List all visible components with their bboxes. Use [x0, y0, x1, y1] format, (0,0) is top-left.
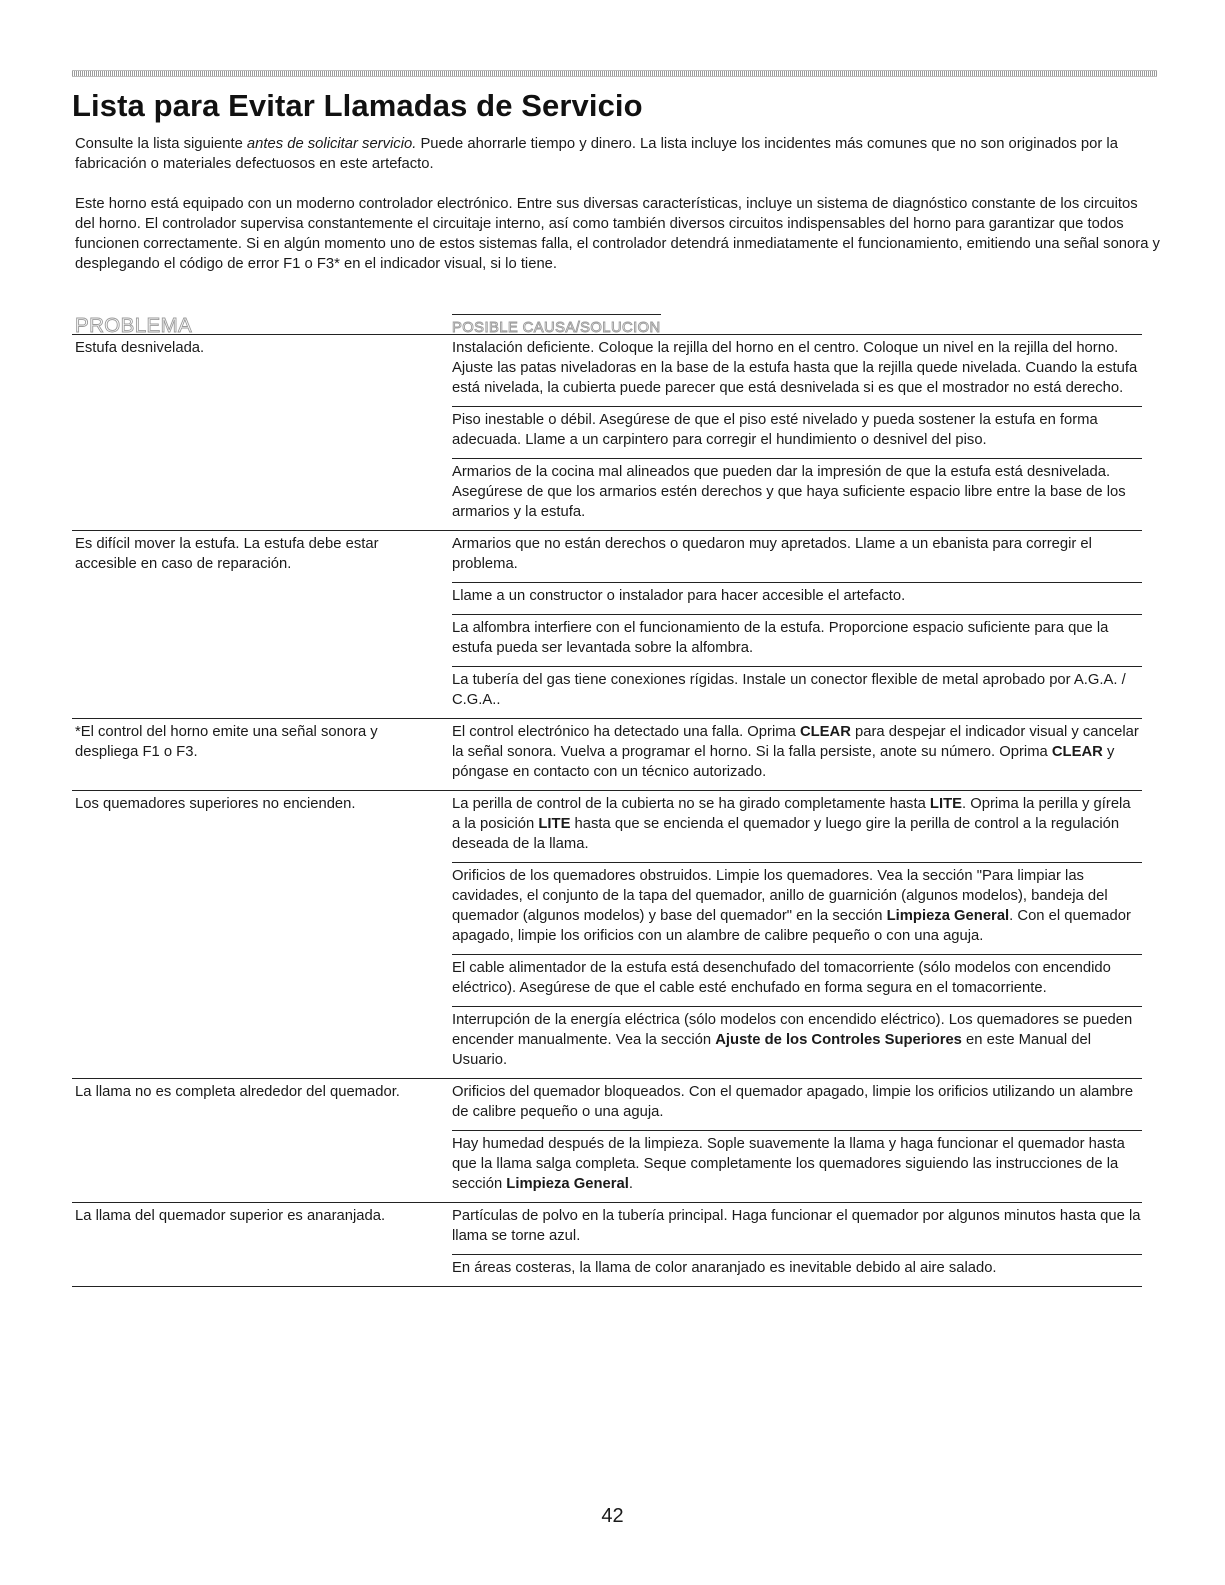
cause-text: y póngase en contacto con un técnico autorizado.	[452, 744, 1115, 780]
table-row	[72, 718, 1142, 790]
bold-reference: CLEAR	[1051, 744, 1103, 760]
cause-text: Orificios de los quemadores obstruidos. Limpie los quemadores. Vea la sección "Para limpiar las cavidades, el conjunto de la tapa del quemador, anillo de guarnición (algunos modelos), bandeja del quemador (algunos modelos) y base del quemador" en la sección	[452, 868, 1108, 924]
cause-text: Armarios que no están derechos o quedaron muy apretados. Llame a un ebanista para corregir el problema.	[452, 536, 1092, 572]
problem-cell: La llama no es completa alrededor del quemador.	[75, 1084, 400, 1100]
cause-text: para despejar el indicador visual y cancelar la señal sonora. Vuelva a programar el horno. Si la falla persiste, anote su número. Oprima	[452, 724, 1139, 760]
problem-cell: *El control del horno emite una señal sonora y despliega F1 o F3.	[75, 724, 378, 760]
cause-text: Interrupción de la energía eléctrica (sólo modelos con encendido eléctrico). Los quemadores se pueden encender manualmente. Vea la sección	[452, 1012, 1133, 1048]
bold-reference: LITE	[929, 796, 962, 812]
cause-item	[452, 1006, 1142, 1078]
cause-text: en este Manual del Usuario.	[452, 1032, 1092, 1068]
cause-text: .	[628, 1176, 633, 1192]
cause-item	[452, 1130, 1142, 1202]
cause-item	[452, 1079, 1142, 1130]
cause-item	[452, 406, 1142, 458]
page-number: 42	[601, 1505, 624, 1527]
cause-text: . Con el quemador apagado, limpie los orificios con un alambre de calibre pequeño o con una aguja.	[452, 908, 1131, 944]
problem-cell: La llama del quemador superior es anaranjada.	[75, 1208, 386, 1224]
cause-item	[452, 531, 1142, 582]
cause-text: En áreas costeras, la llama de color anaranjado es inevitable debido al aire salado.	[452, 1260, 997, 1276]
cause-list	[452, 1203, 1142, 1286]
table-row	[72, 1078, 1142, 1202]
cause-text: Partículas de polvo en la tubería principal. Haga funcionar el quemador por algunos minutos hasta que la llama se torne azul.	[452, 1208, 1141, 1244]
intro-paragraph-2: Este horno está equipado con un moderno controlador electrónico. Entre sus diversas características, incluye un sistema de diagnóstico constante de los circuitos del horno. El controlador supervisa constantemente el circuitaje interno, así como también diversos circuitos indispensables del horno para garantizar que todos funcionen correctamente. Si en algún momento uno de estos sistemas falla, el controlador detendrá inmediatamente el funcionamiento, emitiendo una señal sonora y desplegando el código de error F1 o F3* en el indicador visual, si lo tiene.	[75, 196, 1160, 272]
table-row	[72, 1202, 1142, 1286]
cause-text: La perilla de control de la cubierta no se ha girado completamente hasta	[452, 796, 930, 812]
bold-reference: LITE	[538, 816, 571, 832]
cause-list	[452, 335, 1142, 530]
cause-list	[452, 719, 1142, 790]
problem-cell: Los quemadores superiores no encienden.	[75, 796, 356, 812]
cause-item	[452, 1254, 1142, 1286]
bold-reference: Limpieza General	[886, 908, 1010, 924]
cause-text: Hay humedad después de la limpieza. Sople suavemente la llama y haga funcionar el quemador hasta que la llama salga completa. Seque completamente los quemadores siguiendo las instrucciones de la sección	[452, 1136, 1125, 1192]
cause-item	[452, 458, 1142, 530]
cause-text: La tubería del gas tiene conexiones rígidas. Instale un conector flexible de metal aprobado por A.G.A. / C.G.A..	[452, 672, 1126, 708]
cause-list	[452, 791, 1142, 1078]
top-decorative-rule	[72, 70, 1157, 77]
cause-list	[452, 531, 1142, 718]
problem-column-header: PROBLEMA	[75, 314, 193, 337]
bold-reference: Limpieza General	[506, 1176, 629, 1192]
cause-text: Instalación deficiente. Coloque la rejilla del horno en el centro. Coloque un nivel en la rejilla del horno. Ajuste las patas niveladoras en la base de la estufa hasta que la rejilla quede nivelada. Cuando la estufa está nivelada, la cubierta puede parecer que está desnivelada si es que el mostrador no está derecho.	[452, 340, 1138, 396]
cause-text: La alfombra interfiere con el funcionamiento de la estufa. Proporcione espacio suficiente para que la estufa pueda ser levantada sobre la alfombra.	[452, 620, 1109, 656]
cause-text: El cable alimentador de la estufa está desenchufado del tomacorriente (sólo modelos con encendido eléctrico). Asegúrese de que el cable esté enchufado en forma segura en el tomacorriente.	[452, 960, 1111, 996]
bold-reference: Ajuste de los Controles Superiores	[715, 1032, 962, 1048]
cause-text: Orificios del quemador bloqueados. Con el quemador apagado, limpie los orificios utilizando un alambre de calibre pequeño o una aguja.	[452, 1084, 1134, 1120]
cause-item	[452, 954, 1142, 1006]
table-row	[72, 530, 1142, 718]
cause-item	[452, 1203, 1142, 1254]
troubleshooting-table	[72, 334, 1142, 1287]
cause-text: Armarios de la cocina mal alineados que pueden dar la impresión de que la estufa está desnivelada. Asegúrese de que los armarios estén derechos y que haya suficiente espacio libre entre la base de los armarios y la estufa.	[452, 464, 1126, 520]
cause-item	[452, 614, 1142, 666]
intro-paragraph-1: Consulte la lista siguiente antes de solicitar servicio. Puede ahorrarle tiempo y dinero. La lista incluye los incidentes más comunes que no son originados por la fabricación o materiales defectuosos en este artefacto.	[75, 136, 1118, 172]
cause-item	[452, 666, 1142, 718]
cause-text: hasta que se encienda el quemador y luego gire la perilla de control a la regulación deseada de la llama.	[452, 816, 1120, 852]
intro-section	[75, 134, 1160, 294]
cause-text: Llame a un constructor o instalador para hacer accesible el artefacto.	[452, 588, 906, 604]
cause-column-header: POSIBLE CAUSA/SOLUCION	[452, 314, 661, 346]
cause-item	[452, 719, 1142, 790]
table-bottom-rule	[72, 1286, 1142, 1287]
cause-item	[452, 582, 1142, 614]
bold-reference: CLEAR	[799, 724, 851, 740]
cause-text: El control electrónico ha detectado una falla. Oprima	[452, 724, 800, 740]
table-row	[72, 790, 1142, 1078]
cause-item	[452, 862, 1142, 954]
cause-item	[452, 335, 1142, 406]
cause-text: Piso inestable o débil. Asegúrese de que el piso esté nivelado y pueda sostener la estufa en forma adecuada. Llame a un carpintero para corregir el hundimiento o desnivel del piso.	[452, 412, 1098, 448]
problem-cell: Estufa desnivelada.	[75, 340, 205, 356]
intro-emphasis: antes de solicitar servicio.	[246, 136, 417, 152]
problem-cell: Es difícil mover la estufa. La estufa debe estar accesible en caso de reparación.	[75, 536, 379, 572]
cause-list	[452, 1079, 1142, 1202]
page-title: Lista para Evitar Llamadas de Servicio	[72, 88, 643, 123]
cause-text: . Oprima la perilla y gírela a la posición	[452, 796, 1131, 832]
cause-item	[452, 791, 1142, 862]
table-row	[72, 334, 1142, 530]
